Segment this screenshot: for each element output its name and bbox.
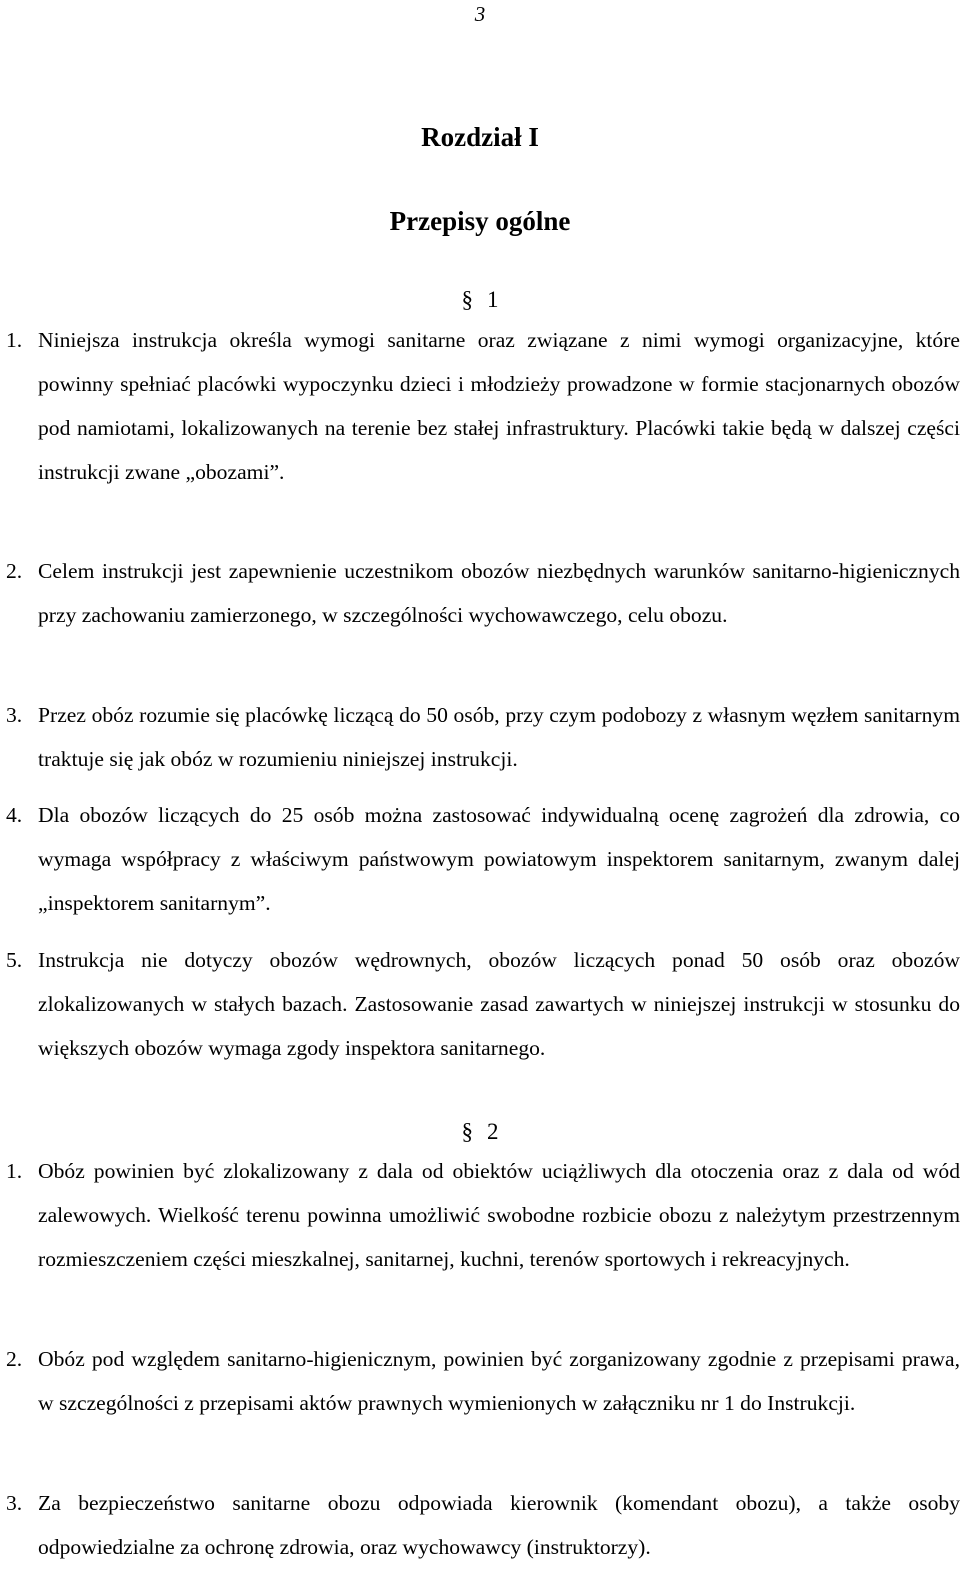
list-item-p1-5 bbox=[6, 938, 960, 1070]
item-number: 3. bbox=[6, 1491, 23, 1515]
item-text: Dla obozów liczących do 25 osób można zastosować indywidualną ocenę zagrożeń dla zdrowia, co wymaga współpracy z właściwym państwowym powiatowym inspektorem sanitarnym, zwanym dalej „inspektorem sanitarnym”. bbox=[38, 803, 960, 915]
paragraph-mark-2 bbox=[0, 1117, 960, 1147]
item-text: Obóz powinien być zlokalizowany z dala od obiektów uciążliwych dla otoczenia oraz z dala od wód zalewowych. Wielkość terenu powinna umożliwić swobodne rozbicie obozu z należytym przestrzennym rozmieszczeniem części mieszkalnej, sanitarnej, kuchni, terenów sportowych i rekreacyjnych. bbox=[38, 1159, 960, 1271]
item-number: 4. bbox=[6, 803, 23, 827]
item-number: 2. bbox=[6, 1347, 23, 1371]
paragraph-mark-1 bbox=[0, 285, 960, 315]
section-sign: § bbox=[461, 1119, 473, 1144]
item-text: Celem instrukcji jest zapewnienie uczestnikom obozów niezbędnych warunków sanitarno-higienicznych przy zachowaniu zamierzonego, w szczególności wychowawczego, celu obozu. bbox=[38, 559, 960, 627]
item-number: 1. bbox=[6, 1159, 23, 1183]
item-text: Instrukcja nie dotyczy obozów wędrownych, obozów liczących ponad 50 osób oraz obozów zlokalizowanych w stałych bazach. Zastosowanie zasad zawartych w niniejszej instrukcji w stosunku do większych obozów wymaga zgody inspektora sanitarnego. bbox=[38, 948, 960, 1060]
section-sign: § bbox=[461, 287, 473, 312]
list-item-p2-2 bbox=[6, 1337, 960, 1425]
list-item-p1-4 bbox=[6, 793, 960, 925]
item-number: 2. bbox=[6, 559, 23, 583]
page-number: 3 bbox=[474, 2, 486, 26]
item-number: 1. bbox=[6, 328, 23, 352]
list-item-p2-1 bbox=[6, 1149, 960, 1281]
item-text: Przez obóz rozumie się placówkę liczącą do 50 osób, przy czym podobozy z własnym węzłem sanitarnym traktuje się jak obóz w rozumieniu niniejszej instrukcji. bbox=[38, 703, 960, 771]
item-number: 3. bbox=[6, 703, 23, 727]
item-text: Obóz pod względem sanitarno-higienicznym, powinien być zorganizowany zgodnie z przepisami prawa, w szczególności z przepisami aktów prawnych wymienionych w załączniku nr 1 do Instrukcji. bbox=[38, 1347, 960, 1415]
paragraph-number: 1 bbox=[487, 287, 499, 312]
section-title: Przepisy ogólne bbox=[389, 206, 571, 236]
list-item-p1-1 bbox=[6, 318, 960, 494]
list-item-p1-2 bbox=[6, 549, 960, 637]
paragraph-number: 2 bbox=[487, 1119, 499, 1144]
list-item-p1-3 bbox=[6, 693, 960, 781]
item-number: 5. bbox=[6, 948, 23, 972]
chapter-title: Rozdział I bbox=[421, 122, 539, 152]
list-item-p2-3 bbox=[6, 1481, 960, 1569]
item-text: Za bezpieczeństwo sanitarne obozu odpowiada kierownik (komendant obozu), a także osoby odpowiedzialne za ochronę zdrowia, oraz wychowawcy (instruktorzy). bbox=[38, 1491, 960, 1559]
item-text: Niniejsza instrukcja określa wymogi sanitarne oraz związane z nimi wymogi organizacyjne, które powinny spełniać placówki wypoczynku dzieci i młodzieży prowadzone w formie stacjonarnych obozów pod namiotami, lokalizowanych na terenie bez stałej infrastruktury. Placówki takie będą w dalszej części instrukcji zwane „obozami”. bbox=[38, 328, 960, 484]
